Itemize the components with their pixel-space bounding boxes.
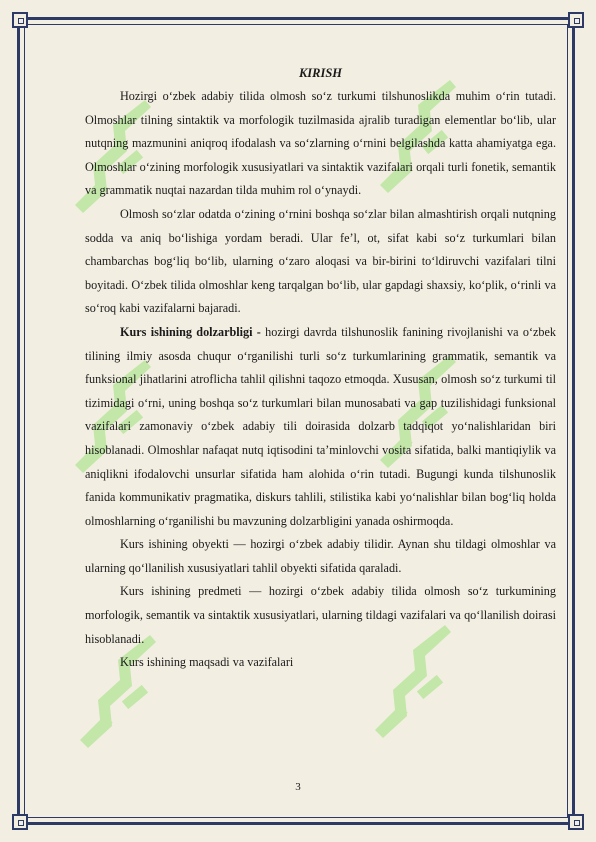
paragraph-text: Kurs ishining predmeti — hozirgi o‘zbek adabiy tilida olmosh so‘z turkumining morfologik, semantik va sintaktik xususiyatlari, ularning tildagi vazifalari va qo‘llanilish doirasi hisoblanadi. — [85, 584, 556, 646]
paragraph-text: Kurs ishining obyekti — hozirgi o‘zbek adabiy tilidir. Aynan shu tildagi olmoshlar va ularning qo‘llanilish xususiyatlari tahlil obyekti sifatida qaraladi. — [85, 537, 556, 575]
section-title: KIRISH — [298, 66, 343, 80]
paragraph-text: Olmosh so‘zlar odatda o‘zining o‘rnini boshqa so‘zlar bilan almashtirish orqali nutqning sodda va aniq bo‘lishiga yordam beradi. Ular fe’l, ot, sifat kabi so‘z turkumlari bilan chambarchas bog‘liq bo‘lib, ularning o‘zaro aloqasi va bir-birini to‘ldiruvchi vazifalari tilni boyitadi. O‘zbek tilida olmoshlar keng tarqalgan bo‘lib, ular gapdagi shaxsiy, ko‘plik, o‘rinli va so‘roq kabi vazifalarni bajaradi. — [85, 206, 556, 316]
paragraph — [85, 651, 556, 675]
frame-corner-ornament — [568, 814, 584, 830]
paragraph-text: Kurs ishining maqsadi va vazifalari — [120, 655, 294, 670]
paragraph — [85, 203, 556, 321]
frame-corner-ornament — [12, 12, 28, 28]
paragraph-lead-bold: Kurs ishining dolzarbligi - — [120, 324, 266, 339]
paragraph-text: Hozirgi o‘zbek adabiy tilida olmosh so‘z turkumi tilshunoslikda muhim o‘rin tutadi. Olmoshlar tilning sintaktik va morfologik tuzilmasida ajralib turadigan elementlar bo‘lib, ular nutqning mazmunini aniqroq ifodalash va so‘zlarning o‘rnini belgilashda katta ahamiyatga ega. Olmoshlar o‘zining morfologik xususiyatlari va sintaktik vazifalari orqali turli fonetik, semantik va grammatik nuqtai nazardan tilda muhim rol o‘ynaydi. — [85, 89, 556, 198]
paragraph — [85, 321, 556, 533]
frame-corner-ornament — [568, 12, 584, 28]
paragraph — [85, 580, 556, 651]
document-body — [85, 62, 556, 675]
frame-corner-ornament — [12, 814, 28, 830]
paragraph — [85, 533, 556, 580]
page-number: 3 — [295, 781, 301, 793]
paragraph — [85, 85, 556, 203]
paragraph-text: hozirgi davrda tilshunoslik fanining rivojlanishi va o‘zbek tilining ilmiy asosda chuqur o‘rganilishi turli so‘z turkumlarining grammatik, semantik va funksional jihatlarini atroflicha tahlil qilishni taqozo etmoqda. Xususan, olmosh so‘z turkumi til tizimidagi o‘rni, uning boshqa so‘z turkumlari bilan munosabati va gap tuzilishidagi funksional vazifalari zamonaviy o‘zbek adabiy tili doirasida dolzarb tadqiqot yo‘nalishlaridan biri hisoblanadi. Olmoshlar nafaqat nutq iqtisodini ta’minlovchi vosita sifatida, balki mantiqiylik va aniqlikni ifodalovchi unsurlar sifatida ham alohida o‘rin tutadi. Bugungi kunda tilshunoslik fanida kommunikativ pragmatika, diskurs tahlili, stilistika kabi yo‘nalishlar bilan bog‘liq holda olmoshlarning o‘rganilishi bu mavzuning dolzarbligini yanada oshirmoqda. — [85, 324, 557, 528]
